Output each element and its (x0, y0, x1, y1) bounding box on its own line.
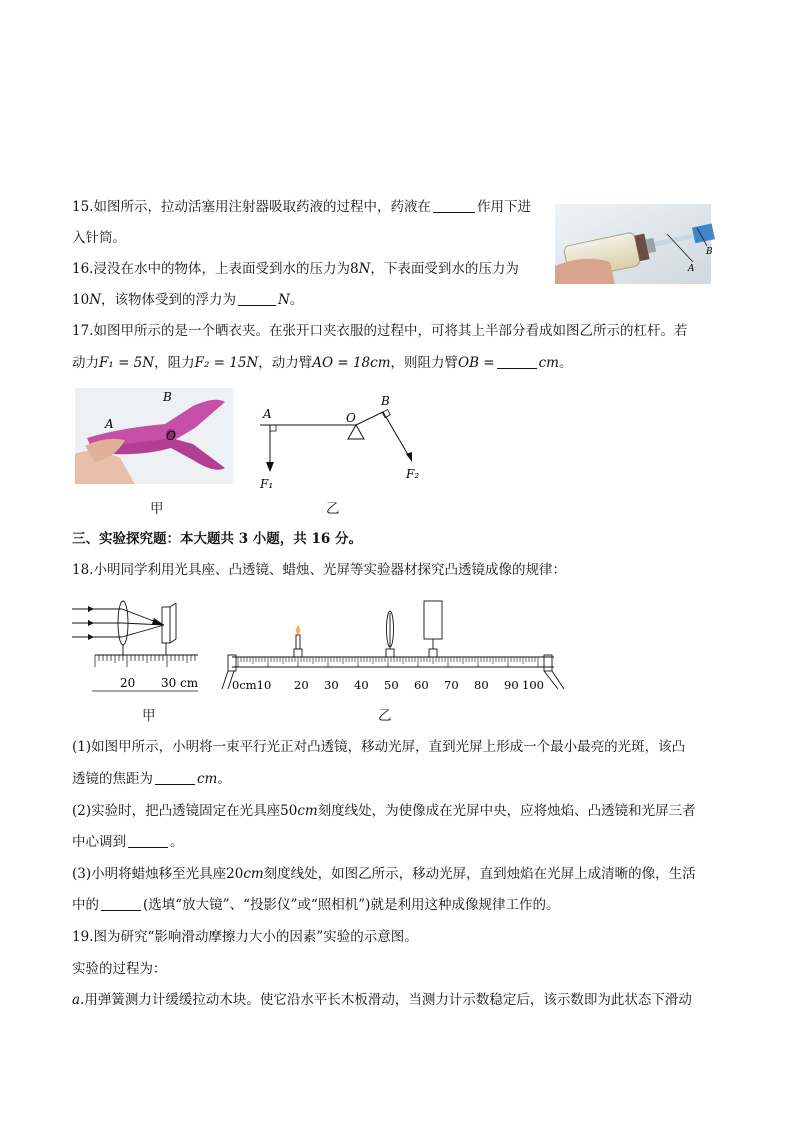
q18-p3-line1: (3)小明将蜡烛移至光具座20cm刻度线处，如图乙所示，移动光屏，直到烛焰在光屏上成清晰的像，生活 (72, 866, 696, 882)
optical-bench-diagram (224, 595, 570, 693)
lever-label-f1: F₁ (260, 477, 274, 491)
answer-blank[interactable] (238, 291, 276, 306)
clothespin-label-b: B (163, 390, 172, 404)
q19-process: 实验的过程为： (72, 961, 167, 977)
lever-diagram (250, 390, 440, 496)
syringe-label-b: B (706, 247, 713, 257)
answer-blank[interactable] (155, 770, 195, 785)
yi-tick-100: 100 (522, 678, 544, 692)
jia-tick-20: 20 (120, 676, 136, 690)
q18-p2-line1: (2)实验时，把凸透镜固定在光具座50cm刻度线处，为使像成在光屏中央，应将烛焰、凸透镜和光屏三者 (72, 803, 696, 819)
yi-tick-90: 90 (504, 678, 519, 692)
fig-caption-yi: 乙 (326, 501, 340, 517)
clothespin-photo (75, 388, 233, 484)
syringe-label-a: A (688, 264, 695, 274)
yi-tick-20: 20 (294, 678, 309, 692)
jia-tick-30: 30 cm (161, 676, 199, 690)
fig-caption-jia: 甲 (150, 501, 164, 517)
yi-tick-60: 60 (414, 678, 429, 692)
q18-p1-line1: (1)如图甲所示，小明将一束平行光正对凸透镜，移动光屏，直到光屏上形成一个最小最亮的光斑，该凸 (72, 739, 686, 755)
section-3-title: 三、实验探究题：本大题共 3 小题，共 16 分。 (72, 531, 362, 547)
answer-blank[interactable] (497, 354, 537, 369)
yi-tick-0-10: 0cm10 (232, 678, 272, 692)
q15-line2: 入针筒。 (72, 230, 126, 246)
syringe-photo (555, 204, 711, 284)
answer-blank[interactable] (128, 833, 168, 848)
clothespin-label-a: A (105, 417, 114, 431)
q18-intro: 18.小明同学利用光具座、凸透镜、蜡烛、光屏等实验器材探究凸透镜成像的规律： (72, 562, 566, 578)
clothespin-label-o: O (166, 429, 176, 443)
yi-tick-80: 80 (474, 678, 489, 692)
q17-line1: 17.如图甲所示的是一个晒衣夹。在张开口夹衣服的过程中，可将其上半部分看成如图乙所示的杠杆。若 (72, 323, 688, 339)
fig-caption-jia-18: 甲 (142, 708, 156, 724)
q19-step-a: a.用弹簧测力计缓缓拉动木块。使它沿水平长木板滑动，当测力计示数稳定后，该示数即为此状态下滑动 (72, 992, 692, 1008)
lever-label-o: O (346, 411, 356, 425)
lever-label-b: B (381, 394, 390, 408)
fig-caption-yi-18: 乙 (378, 708, 392, 724)
q17-line2: 动力F₁ = 5N，阻力F₂ = 15N，动力臂AO = 18cm，则阻力臂OB = cm。 (72, 355, 573, 371)
answer-blank[interactable] (433, 198, 475, 213)
yi-tick-50: 50 (384, 678, 399, 692)
q15-line1: 15.如图所示，拉动活塞用注射器吸取药液的过程中，药液在 作用下进 (72, 199, 531, 215)
q19-intro: 19.图为研究“影响滑动摩擦力大小的因素”实验的示意图。 (72, 929, 418, 945)
answer-blank[interactable] (101, 896, 141, 911)
yi-tick-30: 30 (324, 678, 339, 692)
yi-tick-40: 40 (354, 678, 369, 692)
q18-p1-line2: 透镜的焦距为 cm。 (72, 771, 231, 787)
q18-p2-line2: 中心调到 。 (72, 834, 184, 850)
q18-p3-line2: 中的 (选填“放大镜”、“投影仪”或“照相机”)就是利用这种成像规律工作的。 (72, 897, 560, 913)
yi-tick-70: 70 (444, 678, 459, 692)
q16-line2: 10N，该物体受到的浮力为 N。 (72, 292, 304, 308)
lever-label-f2: F₂ (406, 467, 420, 481)
lens-focus-diagram (70, 595, 205, 699)
q16-line1: 16.浸没在水中的物体，上表面受到水的压力为8N，下表面受到水的压力为 (72, 261, 519, 277)
lever-label-a: A (263, 407, 272, 421)
